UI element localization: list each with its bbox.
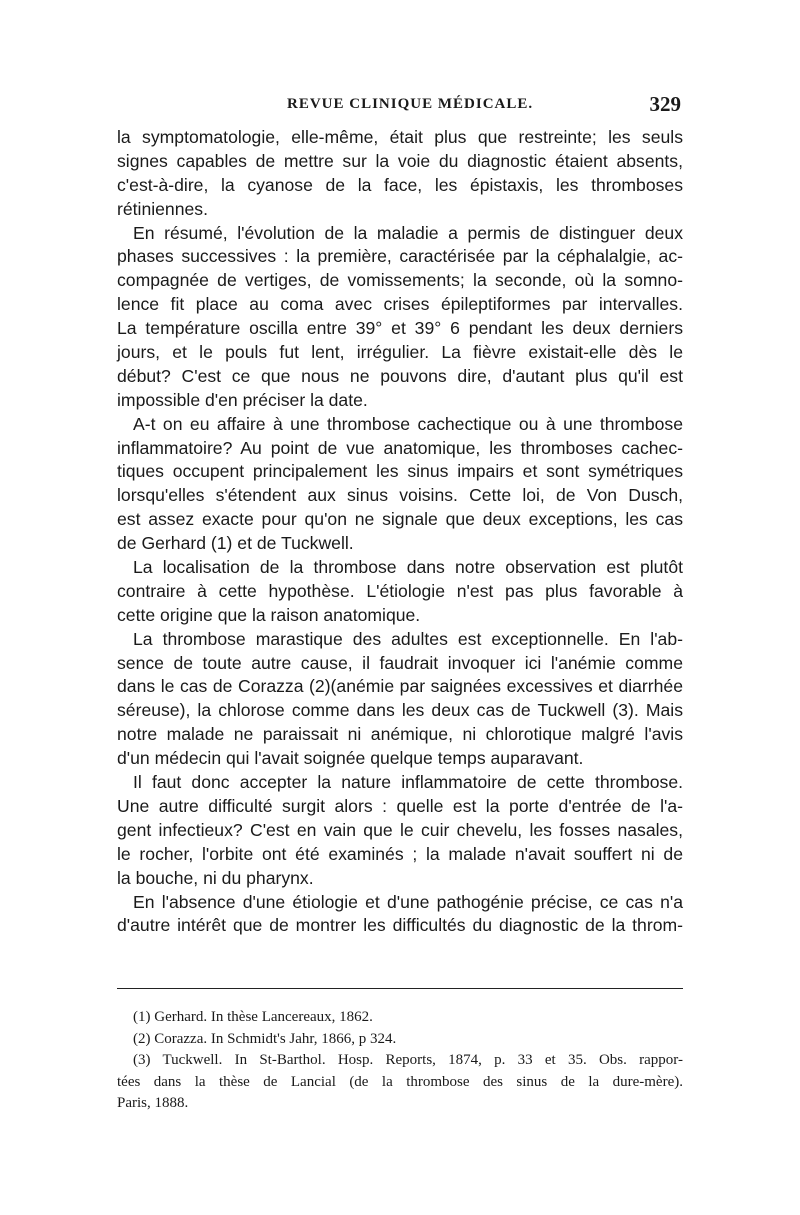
body-line: contraire à cette hypothèse. L'étiologie n'est pas plus favorable à (117, 580, 683, 601)
body-line: cette origine que la raison anatomique. (117, 604, 421, 625)
footnote-separator (117, 988, 683, 989)
body-line: dans le cas de Corazza (2)(anémie par saignées excessives et diarrhée (117, 676, 683, 697)
body-line: la symptomatologie, elle-même, était plus que restreinte; les seuls (117, 127, 683, 147)
body-line: notre malade ne paraissait ni anémique, ni chlorotique malgré l'avis (117, 724, 683, 745)
body-text (117, 126, 683, 938)
body-line: En l'absence d'une étiologie et d'une pathogénie précise, ce cas n'a (133, 891, 683, 912)
footnote-line: (1) Gerhard. In thèse Lancereaux, 1862. (133, 1009, 373, 1025)
body-line: La localisation de la thrombose dans notre observation est plutôt (133, 557, 683, 578)
body-line: compagnée de vertiges, de vomissements; la seconde, où la somno- (117, 270, 683, 291)
body-line: de Gerhard (1) et de Tuckwell. (117, 533, 354, 554)
body-line: impossible d'en préciser la date. (117, 389, 368, 410)
footnote-line: (3) Tuckwell. In St-Barthol. Hosp. Reports, 1874, p. 33 et 35. Obs. rappor- (133, 1052, 683, 1068)
body-line: la bouche, ni du pharynx. (117, 867, 314, 888)
body-line: c'est-à-dire, la cyanose de la face, les épistaxis, les thromboses (117, 174, 683, 195)
footnote-line: Paris, 1888. (117, 1095, 189, 1111)
page-header (117, 92, 683, 120)
body-line: jours, et le pouls fut lent, irrégulier. La fièvre existait-elle dès le (117, 342, 683, 363)
body-line: phases successives : la première, caractérisée par la céphalalgie, ac- (117, 246, 683, 267)
body-line: lorsqu'elles s'étendent aux sinus voisins. Cette loi, de Von Dusch, (117, 485, 683, 506)
body-line: d'un médecin qui l'avait soignée quelque temps auparavant. (117, 748, 584, 769)
body-line: séreuse), la chlorose comme dans les deux cas de Tuckwell (3). Mais (117, 700, 683, 721)
body-line: inflammatoire? Au point de vue anatomique, les thromboses cachec- (117, 437, 683, 458)
body-line: gent infectieux? C'est en vain que le cuir chevelu, les fosses nasales, (117, 819, 683, 840)
body-line: La température oscilla entre 39° et 39° 6 pendant les deux derniers (117, 318, 683, 339)
footnote-line: (2) Corazza. In Schmidt's Jahr, 1866, p 324. (133, 1030, 397, 1047)
body-line: En résumé, l'évolution de la maladie a permis de distinguer deux (133, 222, 683, 243)
body-line: sence de toute autre cause, il faudrait invoquer ici l'anémie comme (117, 652, 683, 673)
body-line: lence fit place au coma avec crises épileptiformes par intervalles. (117, 294, 683, 315)
body-line: début? C'est ce que nous ne pouvons dire, d'autant plus qu'il est (117, 365, 683, 386)
body-line: d'autre intérêt que de montrer les difficultés du diagnostic de la throm- (117, 915, 683, 936)
footnotes (117, 1007, 683, 1115)
body-line: La thrombose marastique des adultes est exceptionnelle. En l'ab- (133, 628, 683, 649)
body-line: est assez exacte pour qu'on ne signale que deux exceptions, les cas (117, 509, 683, 530)
body-line: le rocher, l'orbite ont été examinés ; la malade n'avait souffert ni de (117, 843, 683, 864)
footnote-line: tées dans la thèse de Lancial (de la thrombose des sinus de la dure-mère). (117, 1073, 683, 1090)
body-line: Une autre difficulté surgit alors : quelle est la porte d'entrée de l'a- (117, 795, 683, 816)
body-line: rétiniennes. (117, 198, 208, 219)
body-line: tiques occupent principalement les sinus impairs et sont symétriques (117, 461, 683, 482)
body-line: signes capables de mettre sur la voie du diagnostic étaient absents, (117, 150, 683, 171)
body-line: Il faut donc accepter la nature inflammatoire de cette thrombose. (133, 772, 683, 793)
body-line: A-t on eu affaire à une thrombose cachectique ou à une thrombose (133, 413, 683, 434)
running-title: REVUE CLINIQUE MÉDICALE. (287, 96, 534, 112)
page-number: 329 (649, 92, 681, 116)
